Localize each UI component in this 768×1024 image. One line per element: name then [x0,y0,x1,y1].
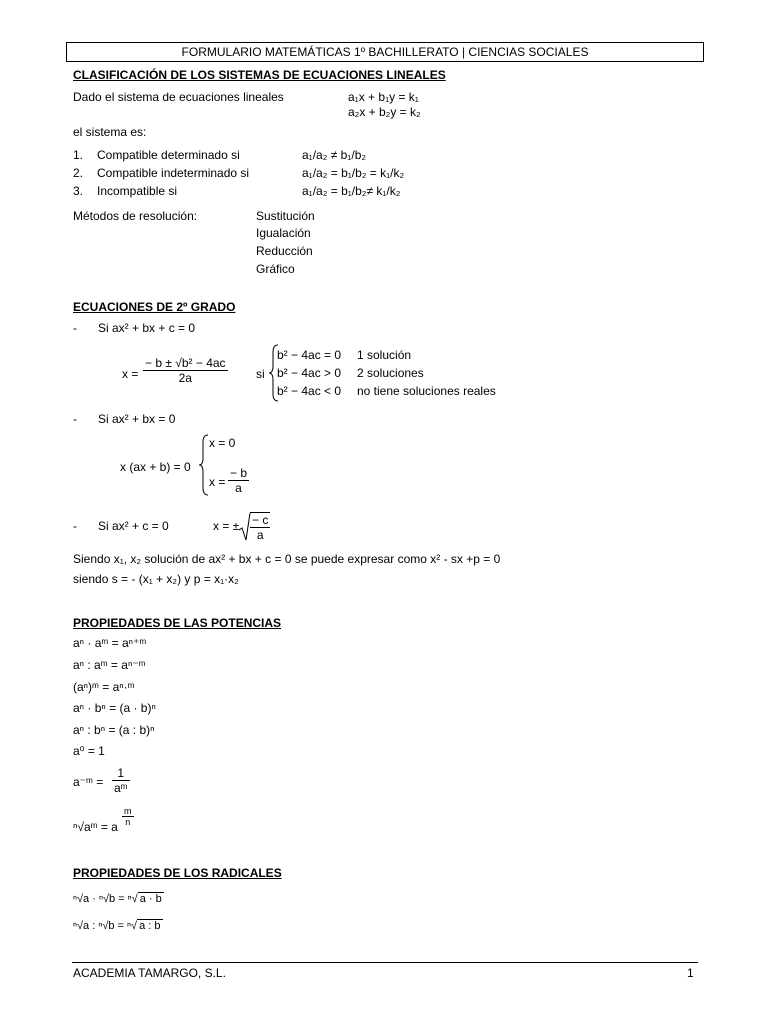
fraction-denominator: a [235,481,242,495]
factorized-eq: x (ax + b) = 0 [120,460,191,474]
case-number: 1. [73,148,84,162]
system-eq-1: a₁x + b₁y = k₁ [348,90,419,104]
case-condition: a₁/a₂ = b₁/b₂≠ k₁/k₂ [302,184,401,198]
quadratic-case-no-b: Si ax² + c = 0 [98,519,169,533]
case-number: 2. [73,166,84,180]
sqrt-x-eq: x = ± [213,519,240,533]
root-x-eq: x = [209,475,226,489]
formula-denominator: 2a [178,371,192,385]
negative-exp-fraction [112,766,130,795]
case-label: Compatible indeterminado si [97,166,250,180]
case-condition: a₁/a₂ = b₁/b₂ = k₁/k₂ [302,166,405,180]
case-label: Compatible determinado si [97,148,240,162]
fraction-denominator: aᵐ [114,781,128,795]
system-eq-2: a₂x + b₂y = k₂ [348,105,421,119]
root-fraction [228,466,249,495]
power-rule: aⁿ : aᵐ = aⁿ⁻ᵐ [73,658,146,672]
sqrt-fraction [250,512,270,542]
footer-divider [72,962,698,963]
systems-intro: Dado el sistema de ecuaciones lineales [73,90,284,104]
fraction-numerator: m [124,806,132,816]
radical-rule-quotient [73,919,163,933]
disc-result: 2 soluciones [357,366,424,380]
root-zero: x = 0 [209,436,236,450]
negative-exp-lhs: a⁻ᵐ = [73,775,104,789]
si-label: si [256,367,265,381]
radical-rule-lhs: ⁿ√a · ⁿ√b = ⁿ√ [73,893,138,905]
vieta-line-2: siendo s = - (x₁ + x₂) y p = x₁·x₂ [73,572,239,586]
footer-publisher: ACADEMIA TAMARGO, S.L. [73,966,226,980]
method-item: Reducción [256,244,313,258]
bullet-dash: - [73,412,77,426]
fraction-numerator: 1 [112,766,130,781]
power-rule: (aⁿ)ᵐ = aⁿ·ᵐ [73,680,135,694]
formula-numerator: − b ± √b² − 4ac [145,356,226,370]
formula-x-eq: x = [122,367,139,381]
power-rule: a⁰ = 1 [73,744,105,758]
disc-condition: b² − 4ac < 0 [277,384,342,398]
vieta-line-1: Siendo x₁, x₂ solución de ax² + bx + c = 0 se puede expresar como x² - sx +p = 0 [73,552,501,566]
quadratic-formula [143,356,228,385]
quadratic-case-general: Si ax² + bx + c = 0 [98,321,196,335]
method-item: Gráfico [256,262,295,276]
root-exponent-fraction [122,806,134,827]
section-title-systems: CLASIFICACIÓN DE LOS SISTEMAS DE ECUACIONES LINEALES [73,68,446,82]
disc-condition: b² − 4ac = 0 [277,348,342,362]
fraction-numerator: − c [252,513,269,527]
radicand: a · b [139,893,162,905]
radical-rule-lhs: ⁿ√a : ⁿ√b = ⁿ√ [73,920,138,932]
case-condition: a₁/a₂ ≠ b₁/b₂ [302,148,367,162]
power-rule: aⁿ : bⁿ = (a : b)ⁿ [73,723,155,737]
fraction-denominator: n [125,817,131,827]
disc-result: 1 solución [357,348,412,362]
section-title-powers: PROPIEDADES DE LAS POTENCIAS [73,616,282,630]
radicand: a : b [139,920,161,932]
page-header: FORMULARIO MATEMÁTICAS 1º BACHILLERATO | CIENCIAS SOCIALES [66,42,704,62]
section-title-radicals: PROPIEDADES DE LOS RADICALES [73,866,282,880]
methods-label: Métodos de resolución: [73,209,198,223]
bullet-dash: - [73,321,77,335]
root-as-power-lhs: ⁿ√aᵐ = a [73,820,118,834]
radical-rule-product [73,892,164,906]
quadratic-case-no-c: Si ax² + bx = 0 [98,412,176,426]
page-number: 1 [687,966,694,980]
power-rule: aⁿ · bⁿ = (a · b)ⁿ [73,701,156,715]
fraction-denominator: a [256,528,264,542]
method-item: Sustitución [256,209,315,223]
section-title-quadratic: ECUACIONES DE 2º GRADO [73,300,236,314]
disc-condition: b² − 4ac > 0 [277,366,342,380]
method-item: Igualación [256,226,311,240]
power-rule: aⁿ · aᵐ = aⁿ⁺ᵐ [73,636,147,650]
sistema-es-label: el sistema es: [73,125,147,139]
fraction-numerator: − b [230,466,248,480]
case-label: Incompatible si [97,184,178,198]
case-number: 3. [73,184,84,198]
bullet-dash: - [73,519,77,533]
disc-result: no tiene soluciones reales [357,384,496,398]
